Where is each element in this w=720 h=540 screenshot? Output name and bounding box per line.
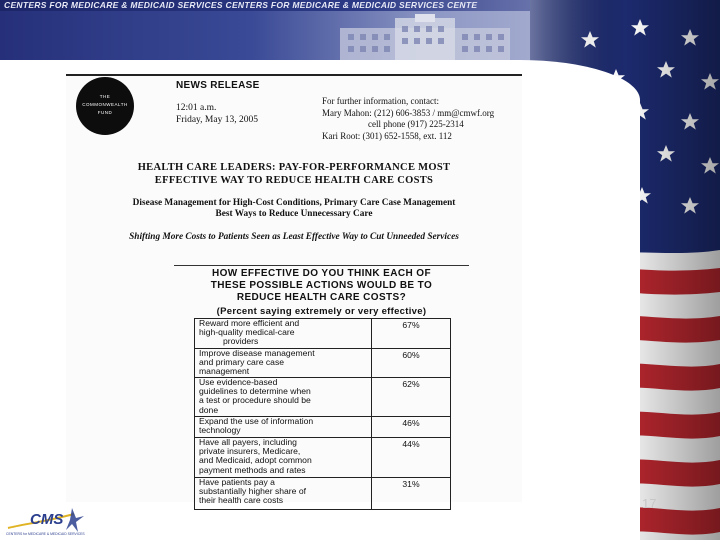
percent-cell: 46% — [372, 417, 451, 438]
logo-line-3: FUND — [97, 110, 113, 115]
percent-cell: 60% — [372, 349, 451, 378]
action-text: and primary care case — [199, 357, 285, 368]
table-row — [195, 417, 451, 438]
action-cell — [195, 417, 372, 438]
logo-line-2: COMMONWEALTH — [82, 102, 128, 107]
headline-line-1: HEALTH CARE LEADERS: PAY-FOR-PERFORMANCE MOST — [137, 162, 451, 173]
news-release-label: NEWS RELEASE — [176, 80, 260, 91]
building-image — [300, 14, 560, 64]
action-text: private insurers, Medicare, — [199, 446, 301, 457]
percent-cell: 31% — [372, 478, 451, 510]
action-text: Improve disease management — [199, 348, 315, 358]
contact-line-2: Mary Mahon: (212) 606-3853 / mm@cmwf.org — [322, 107, 495, 118]
contact-line-3: cell phone (917) 225-2314 — [368, 119, 464, 129]
headline — [66, 161, 522, 187]
action-text: Expand the use of information — [199, 416, 314, 426]
action-text: management — [199, 366, 250, 377]
cms-logo-caption: CENTERS for MEDICARE & MEDICAID SERVICES — [6, 532, 85, 536]
survey-title-line-1: HOW EFFECTIVE DO YOU THINK EACH OF — [212, 268, 431, 279]
action-text: high-quality medical-care — [199, 327, 295, 338]
release-date: Friday, May 13, 2005 — [176, 115, 258, 125]
subhead-line-1: Disease Management for High-Cost Conditions, Primary Care Case Management — [132, 198, 456, 208]
headline-line-2: EFFECTIVE WAY TO REDUCE HEALTH CARE COSTS — [154, 175, 434, 186]
percent-cell: 44% — [372, 438, 451, 478]
survey-table — [194, 318, 451, 510]
commonwealth-fund-logo — [76, 77, 134, 135]
release-time: 12:01 a.m. — [176, 103, 217, 113]
table-row — [195, 349, 451, 378]
release-datetime — [176, 102, 258, 126]
percent-cell: 67% — [372, 319, 451, 349]
document-top-rule — [66, 74, 522, 76]
action-text: providers — [223, 336, 259, 347]
subhead-italic: Shifting More Costs to Patients Seen as Least Effective Way to Cut Unneeded Services — [129, 232, 459, 242]
action-cell — [195, 319, 372, 349]
action-text: guidelines to determine when — [199, 386, 311, 397]
action-text: technology — [199, 425, 241, 436]
logo-line-1: THE — [99, 94, 111, 99]
percent-cell: 62% — [372, 378, 451, 417]
page-number: 17 — [642, 496, 657, 511]
action-text: Use evidence-based — [199, 377, 278, 387]
table-row — [195, 478, 451, 510]
cms-logo — [4, 504, 88, 540]
survey-title — [174, 268, 469, 304]
action-text: payment methods and rates — [199, 464, 306, 475]
cms-logo-text: CMS — [30, 511, 64, 528]
action-text: substantially higher share of — [199, 486, 307, 497]
survey-title-line-2: THESE POSSIBLE ACTIONS WOULD BE TO — [210, 280, 433, 291]
action-text: done — [199, 404, 219, 415]
table-row — [195, 438, 451, 478]
subhead — [66, 198, 522, 220]
action-text: a test or procedure should be — [199, 395, 311, 406]
action-cell — [195, 438, 372, 478]
action-text: Have all payers, including — [199, 437, 297, 447]
contact-info — [322, 96, 494, 142]
action-text: their health care costs — [199, 495, 284, 506]
action-text: and Medicaid, adopt common — [199, 455, 312, 466]
action-text: Have patients pay a — [199, 477, 275, 487]
contact-line-4: Kari Root: (301) 652-1558, ext. 112 — [322, 130, 452, 141]
contact-line-1: For further information, contact: — [322, 96, 439, 106]
table-row — [195, 319, 451, 349]
survey-top-rule — [174, 265, 469, 266]
action-cell — [195, 378, 372, 417]
news-release-document — [66, 74, 522, 506]
action-cell — [195, 349, 372, 378]
subhead-line-2: Best Ways to Reduce Unnecessary Care — [215, 209, 373, 219]
survey-subtitle: (Percent saying extremely or very effective) — [216, 306, 427, 317]
action-text: Reward more efficient and — [199, 318, 300, 328]
action-cell — [195, 478, 372, 510]
header-banner-text: CENTERS FOR MEDICARE & MEDICAID SERVICES CENTERS FOR MEDICARE & MEDICAID SERVICES CENTE — [4, 0, 478, 10]
survey-title-line-3: REDUCE HEALTH CARE COSTS? — [236, 292, 407, 303]
table-row — [195, 378, 451, 417]
